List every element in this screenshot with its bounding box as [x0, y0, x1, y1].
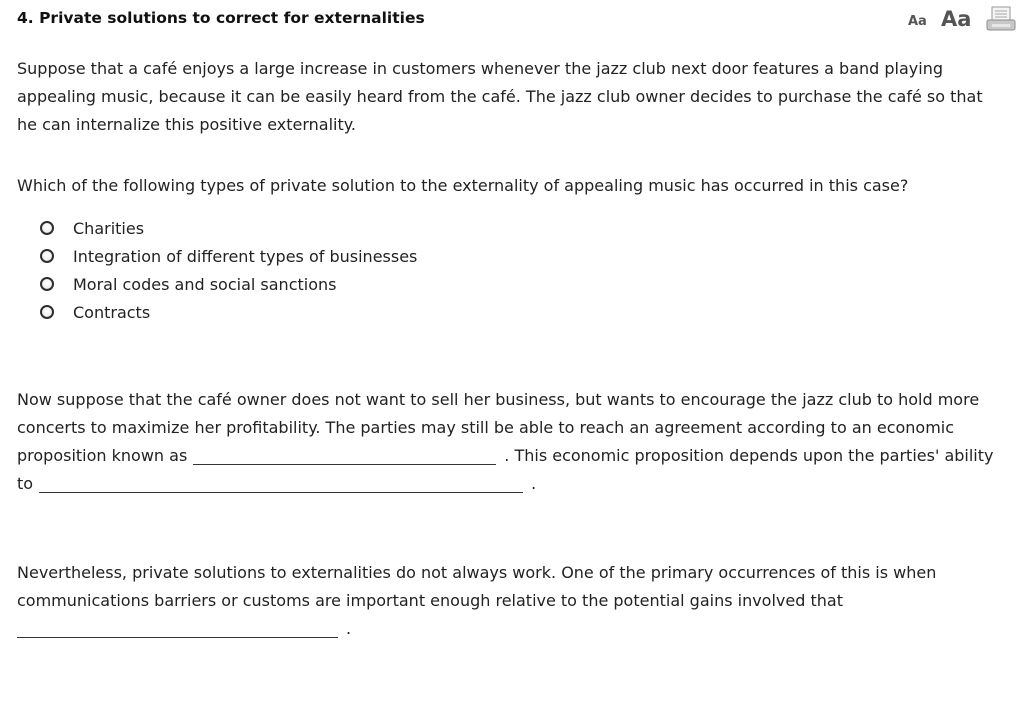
part2-text-a: Now suppose that the café owner does not want to sell her business, but wants to encourage the jazz club to hold more concerts to maximize her profitability. The parties may still be able to reach an agreement according to an economic proposition known as [17, 390, 980, 465]
font-size-small-button[interactable]: Aa [908, 14, 927, 29]
print-icon[interactable] [986, 6, 1016, 32]
question-title: 4. Private solutions to correct for externalities [17, 9, 425, 27]
parties-ability-dropdown[interactable] [39, 475, 523, 493]
part1-prompt: Which of the following types of private solution to the externality of appealing music has occurred in this case? [17, 176, 909, 195]
part3-text-a: Nevertheless, private solutions to externalities do not always work. One of the primary occurrences of this is when communications barriers or customs are important enough relative to the potential gains involved that [17, 563, 937, 610]
option-label: Moral codes and social sanctions [73, 274, 337, 294]
private-solution-failure-dropdown[interactable] [17, 620, 338, 638]
radio-button[interactable] [40, 305, 54, 319]
font-size-large-button[interactable]: Aa [941, 7, 972, 31]
option-charities[interactable] [40, 214, 417, 242]
option-label: Charities [73, 218, 145, 238]
part2-paragraph [17, 386, 997, 498]
answer-options [40, 214, 417, 326]
option-contracts[interactable] [40, 298, 417, 326]
economic-proposition-dropdown[interactable] [193, 447, 496, 465]
radio-button[interactable] [40, 277, 54, 291]
part2-text-c: . [531, 474, 537, 493]
option-label: Contracts [73, 302, 151, 322]
option-integration[interactable] [40, 242, 417, 270]
intro-paragraph: Suppose that a café enjoys a large increase in customers whenever the jazz club next door features a band playing appealing music, because it can be easily heard from the café. The jazz club owner decides to purchase the café so that he can internalize this positive externality. [17, 59, 983, 134]
part3-paragraph [17, 559, 997, 643]
option-moral-codes[interactable] [40, 270, 417, 298]
part3-text-b: . [346, 619, 352, 638]
radio-button[interactable] [40, 249, 54, 263]
option-label: Integration of different types of businesses [73, 246, 418, 266]
radio-button[interactable] [40, 221, 54, 235]
part2-text-b: . This economic proposition depends upon the parties' ability to [17, 446, 994, 493]
